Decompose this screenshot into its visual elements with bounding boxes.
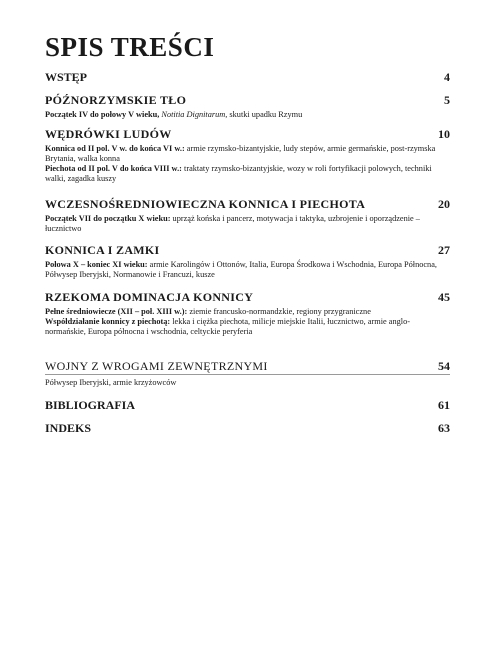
toc-entry-title: WOJNY Z WROGAMI ZEWNĘTRZNYMI: [45, 359, 268, 373]
toc-entry-page: 10: [438, 127, 450, 141]
toc-entry-title: PÓŹNORZYMSKIE TŁO: [45, 93, 187, 107]
toc-entry-wczesnosredniowieczna: [45, 197, 450, 234]
toc-entry-title: RZEKOMA DOMINACJA KONNICY: [45, 290, 254, 304]
toc-entry-title: WSTĘP: [45, 70, 88, 84]
toc-entry-page: 63: [438, 421, 450, 435]
toc-entry-poznorzymskie-tlo: [45, 93, 450, 120]
toc-entry-bibliografia: [45, 398, 450, 412]
toc-entry-page: 45: [438, 290, 450, 304]
toc-entry-page: 27: [438, 243, 450, 257]
toc-entry-description: Połowa X – koniec XI wieku: armie Karolingów i Ottonów, Italia, Europa Środkowa i Wschodnia, Europa Północna, Półwysep Iberyjski, Normanowie i Francuzi, kusze: [45, 260, 437, 279]
toc-entry-description: Półwysep Iberyjski, armie krzyżowców: [45, 378, 177, 387]
toc-entry-title: INDEKS: [45, 421, 92, 435]
divider: [45, 374, 450, 375]
toc-entry-wstep: [45, 70, 450, 84]
toc-entry-page: 54: [438, 359, 450, 373]
page-title: SPIS TREŚCI: [45, 32, 215, 62]
toc-entry-title: BIBLIOGRAFIA: [45, 398, 136, 412]
toc-entry-description: Początek VII do początku X wieku: uprząż końska i pancerz, motywacja i taktyka, uzbrojenie i oporządzenie – łucznictwo: [45, 214, 420, 233]
toc-entry-wedrowki-ludow: [45, 127, 450, 184]
toc-entry-rzekoma-dominacja-konnicy: [45, 290, 450, 337]
toc-entry-page: 61: [438, 398, 450, 412]
toc-entry-indeks: [45, 421, 450, 435]
toc-entry-description: Początek IV do połowy V wieku, Notitia Dignitarum, skutki upadku Rzymu: [45, 110, 303, 119]
toc-entry-title: WCZESNOŚREDNIOWIECZNA KONNICA I PIECHOTA: [45, 197, 366, 211]
toc-entry-description: Konnica od II pol. V w. do końca VI w.: armie rzymsko-bizantyjskie, ludy stepów, armie germańskie, post-rzymska Brytania, walka konna Piechota od II pol. V do końca VIII w.: traktaty rzymsko-bizantyjskie, wozy w roli fortyfikacji polowych, techniki walki, zagadka kuszy: [45, 144, 436, 183]
toc-entry-page: 5: [444, 93, 450, 107]
toc-entry-konnica-i-zamki: [45, 243, 450, 280]
toc-entry-page: 4: [444, 70, 450, 84]
toc-entry-wojny-z-wrogami: [45, 359, 450, 388]
toc-entry-title: WĘDRÓWKI LUDÓW: [45, 127, 172, 141]
toc-entry-description: Pełne średniowiecze (XII – poł. XIII w.): ziemie francusko-normandzkie, regiony przygraniczne Współdziałanie konnicy z piechotą: lekka i ciężka piechota, milicje miejskie Italii, łucznictwo, armie anglo-normańskie, Europa północna i wschodnia, celtyckie peryferia: [45, 307, 410, 336]
toc-entry-page: 20: [438, 197, 450, 211]
toc-entry-title: KONNICA I ZAMKI: [45, 243, 160, 257]
